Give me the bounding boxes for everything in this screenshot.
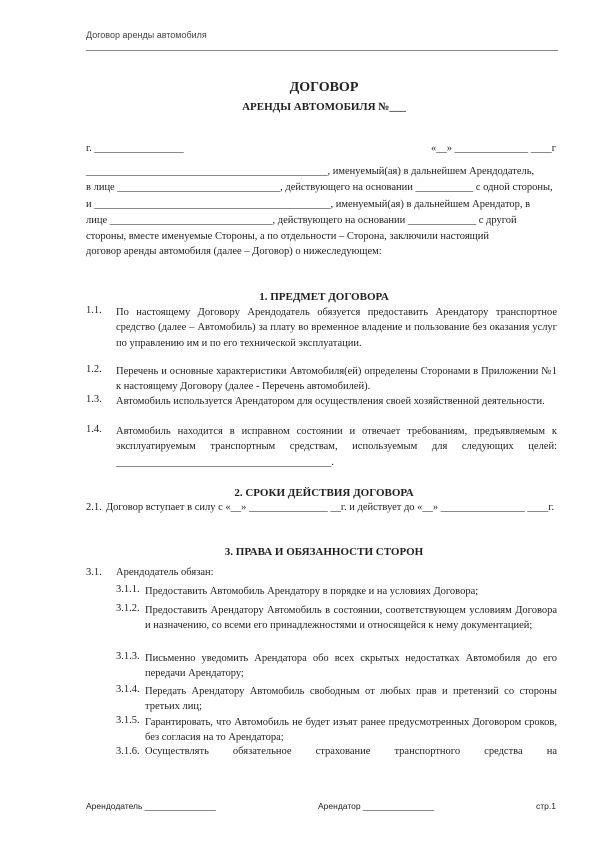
header-divider (86, 50, 558, 51)
clause-text: Арендодатель обязан: (116, 567, 214, 578)
subclause-text: Предоставить Автомобиль Арендатору в порядке и на условиях Договора; (145, 586, 479, 597)
subclause-number: 3.1.1. (116, 584, 140, 595)
lessor-signature: Арендодатель _______________ (86, 801, 216, 811)
clause-text: Перечень и основные характеристики Автомобиля(ей) определены Сторонами в Приложении №1 к настоящему Договору (далее - Перечень автомобилей). (116, 366, 557, 393)
subclause-text: Предоставить Арендатору Автомобиль в состоянии, соответствующем условиям Договора и назначению, со всеми его принадлежностями и относящейся к нему документацией; (145, 605, 557, 632)
running-header: Договор аренды автомобиля (86, 30, 207, 40)
clause-text: Автомобиль находится в исправном состоянии и отвечает требованиям, предъявляемым к эксплуатируемым транспортным средствам, используемым для следующих целей: _________________________________________. (116, 426, 557, 468)
preamble-line: стороны, вместе именуемые Стороны, а по отдельности – Сторона, заключили настоящий (86, 231, 489, 242)
section-2-title: 2. СРОКИ ДЕЙСТВИЯ ДОГОВОРА (234, 487, 414, 499)
document-title: ДОГОВОР (289, 80, 359, 95)
section-3-title: 3. ПРАВА И ОБЯЗАННОСТИ СТОРОН (224, 546, 424, 558)
clause-text: Договор вступает в силу с «__» _______________ __г. и действует до «__» ________________ ____г. (106, 502, 555, 513)
page-number: стр.1 (536, 801, 556, 811)
document-subtitle: АРЕНДЫ АВТОМОБИЛЯ №___ (242, 101, 406, 113)
subclause-text: Письменно уведомить Арендатора обо всех скрытых недостатках Автомобиля до его передачи Арендатору; (145, 653, 557, 680)
preamble-line: договор аренды автомобиля (далее – Договор) о нижеследующем: (86, 246, 382, 257)
clause-number: 1.3. (86, 394, 102, 405)
subclause-text: Гарантировать, что Автомобиль не будет изъят ранее предусмотренных Договором сроков, без согласия на то Арендатора; (145, 717, 557, 744)
date-field: «__» ______________ ____г (430, 143, 556, 154)
section-1-title: 1. ПРЕДМЕТ ДОГОВОРА (259, 291, 389, 303)
preamble-line: лице _______________________________, действующего на основании _____________ с другой (86, 215, 517, 226)
lessee-signature: Арендатор _______________ (318, 801, 434, 811)
subclause-number: 3.1.3. (116, 651, 140, 662)
clause-number: 1.2. (86, 364, 102, 375)
clause-number: 2.1. (86, 502, 102, 513)
clause-number: 3.1. (86, 567, 102, 578)
subclause-number: 3.1.5. (116, 715, 140, 726)
clause-number: 1.1. (86, 305, 102, 316)
preamble-line: ______________________________________________, именуемый(ая) в дальнейшем Арендодатель, (86, 166, 535, 177)
preamble-line: в лице _______________________________, действующего на основании ___________ с одной стороны, (86, 182, 553, 193)
clause-text: По настоящему Договору Арендодатель обязуется предоставить Арендатору транспортное средство (далее – Автомобиль) за плату во временное владение и пользование без оказания услуг по управлению им и по его технической эксплуатации. (116, 307, 557, 349)
clause-number: 1.4. (86, 424, 102, 435)
subclause-number: 3.1.4. (116, 684, 140, 695)
subclause-number: 3.1.6. (116, 746, 140, 757)
subclause-text: Передать Арендатору Автомобиль свободным от любых прав и претензий со стороны третьих лиц; (145, 686, 557, 713)
city-field: г. _________________ (86, 143, 184, 154)
subclause-text: Осуществлять обязательное страхование транспортного средства на (145, 746, 557, 757)
subclause-number: 3.1.2. (116, 603, 140, 614)
clause-text: Автомобиль используется Арендатором для осуществления своей хозяйственной деятельности. (116, 396, 545, 407)
preamble-line: и _____________________________________________, именуемый(ая) в дальнейшем Арендатор, в (86, 199, 531, 210)
